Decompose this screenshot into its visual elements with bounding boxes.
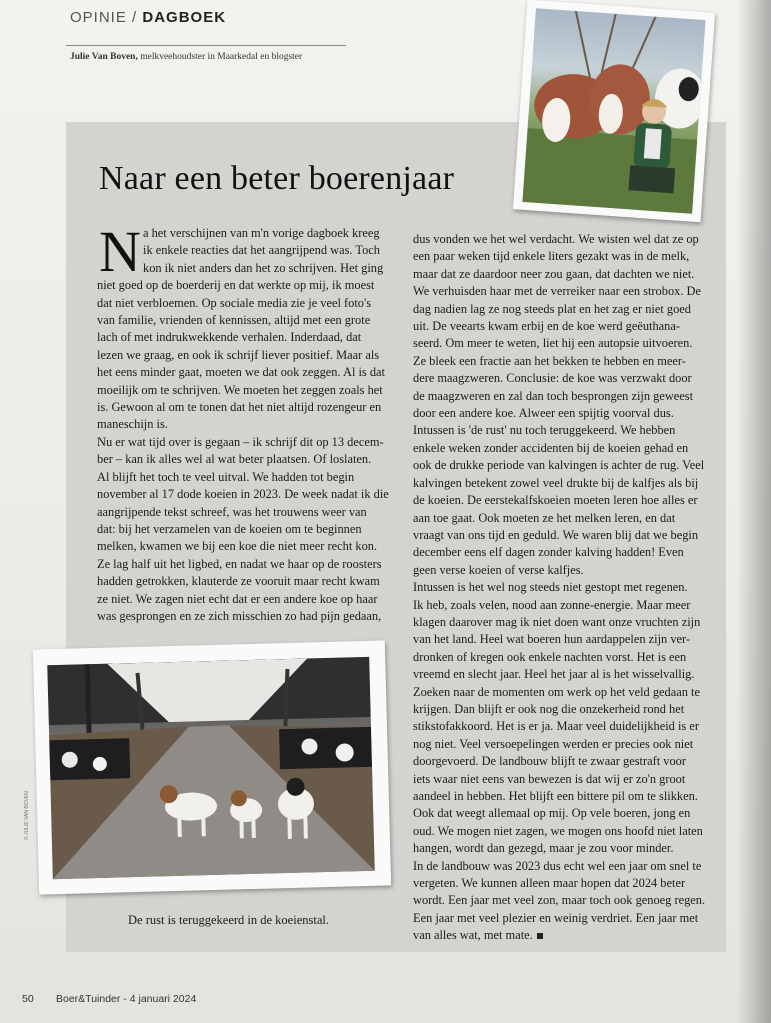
article-column-right bbox=[413, 231, 713, 945]
photo-caption: De rust is teruggekeerd in de koeienstal. bbox=[128, 913, 329, 927]
text-line-last bbox=[413, 927, 713, 944]
text-line: door een andere koe. Alweer een spijtig voorval dus. bbox=[413, 406, 674, 421]
text-line: Nu er wat tijd over is gegaan – ik schrijf dit op 13 decem- bbox=[97, 434, 384, 449]
text-line: vraagt van ons tijd en geduld. We waren blij dat we begin bbox=[413, 527, 699, 542]
text-line: dat: bij het verzamelen van de koeien om te beginnen bbox=[97, 521, 362, 536]
text-line: maar dat ze daardoor neer zou gaan, dat dachten we niet. bbox=[413, 266, 695, 281]
photo-credit: © JULIE VAN BOVEN bbox=[24, 791, 30, 840]
text-line: Zoeken naar de momenten om werk op het veld gedaan te bbox=[413, 684, 700, 699]
end-mark-icon bbox=[537, 933, 543, 939]
byline-role: melkveehoudster in Maarkedal en blogster bbox=[140, 52, 303, 62]
text-line: nog niet. Veel versoepelingen werden er precies ook niet bbox=[413, 736, 694, 751]
text-line: lach of met indrukwekkende verhalen. Inderdaad, dat bbox=[97, 330, 362, 345]
article-column-left bbox=[97, 219, 397, 625]
text-line: Ik heb, zoals velen, nood aan zonne-energie. Maar meer bbox=[413, 597, 691, 612]
text-line: seerd. Om meer te weten, liet hij een autopsie uitvoeren. bbox=[413, 336, 693, 351]
text-line: van het land. Heel wat boeren hun aardappelen zijn ver- bbox=[413, 632, 691, 647]
text-line: dag nadien lag ze nog steeds plat en het zag er niet goed bbox=[413, 301, 691, 316]
text-line: maneschijn is. bbox=[97, 417, 168, 432]
text-line: is. Gewoon al om te tonen dat het niet altijd rozengeur en bbox=[97, 400, 382, 415]
text-line: Al blijft het toch te veel uitval. We hadden tot begin bbox=[97, 469, 355, 484]
text-line: de koeien. De eerstekalfskoeien moeten leren hoe alles er bbox=[413, 493, 698, 508]
text-line: ze niet. We zagen niet echt dat er een andere koe op haar bbox=[97, 591, 378, 606]
text-line-last-content: van alles wat, met mate. bbox=[413, 928, 533, 943]
text-line: uit. De veearts kwam erbij en de koe werd geëuthana- bbox=[413, 319, 680, 334]
text-line: ber – kan ik alles wel al wat beter plaatsen. Of loslaten. bbox=[97, 452, 372, 467]
text-line: geen verse koeien of verse kalfjes. bbox=[413, 562, 584, 577]
text-line: niet goed op de boerderij en dat werkte op mij, ik moest bbox=[97, 278, 375, 293]
section-label-light: OPINIE / bbox=[70, 9, 138, 26]
text-line: enkele weken zonder accidenten bij de koeien gehad en bbox=[413, 440, 689, 455]
text-line: Intussen is het wel nog steeds niet gestopt met regenen. bbox=[413, 580, 688, 595]
section-label bbox=[70, 9, 226, 26]
text-line: Ze lag half uit het ligbed, en nadat we haar op de roosters bbox=[97, 556, 382, 571]
photo-dogs-barn-image bbox=[47, 657, 374, 879]
text-line: hangen, wordt dan gezegd, maar je zou voor minder. bbox=[413, 841, 674, 856]
text-line: moeilijk om te schrijven. We moeten het zeggen zoals het bbox=[97, 382, 383, 397]
text-line: We verhuisden haar met de verreiker naar een strobox. De bbox=[413, 284, 701, 299]
text-line: Ook dat weegt allemaal op mij. Op vele boeren, jong en bbox=[413, 806, 691, 821]
text-line: klagen daarover mag ik niet doen want onze vruchten zijn bbox=[413, 614, 701, 629]
text-line: november al 17 dode koeien in 2023. De week nadat ik die bbox=[97, 487, 389, 502]
text-line: In de landbouw was 2023 dus echt wel een jaar om snel te bbox=[413, 858, 702, 873]
text-line: Ze bleek een fractie aan het bekken te hebben en meer- bbox=[413, 353, 686, 368]
farmer-cows-illustration bbox=[522, 8, 705, 213]
text-line: het eens minder gaat, moeten we dat ook zeggen. Al is dat bbox=[97, 365, 385, 380]
text-line: melken, kwamen we bij een koe die niet meer recht kon. bbox=[97, 539, 378, 554]
text-line: vergeten. We kunnen alleen maar hopen dat 2024 beter bbox=[413, 876, 686, 891]
section-label-bold: DAGBOEK bbox=[142, 9, 227, 26]
text-line: aan toe gaat. Ook moeten ze het melken leren, en dat bbox=[413, 510, 676, 525]
text-line: iets waar niet eens van bewezen is dat wij er zo'n groot bbox=[413, 771, 686, 786]
text-line: vreemd en slecht jaar. Heel het jaar al is het wisselvallig. bbox=[413, 667, 695, 682]
text-line: aangrijpende tekst schreef, was het trouwens weer van bbox=[97, 504, 367, 519]
page-fold-shadow bbox=[737, 0, 771, 1023]
photo-dogs-barn bbox=[33, 640, 391, 894]
text-line: dronken of kregen ook enkele nachten vorst. Het is een bbox=[413, 649, 687, 664]
text-line: lezen we graag, en ook ik schrijf liever positief. Maar als bbox=[97, 347, 380, 362]
page-number: 50 bbox=[22, 993, 34, 1005]
article-headline: Naar een beter boerenjaar bbox=[99, 160, 455, 197]
text-line: oud. We mogen niet zagen, we mogen ons hoofd niet laten bbox=[413, 823, 703, 838]
section-divider bbox=[66, 45, 346, 46]
text-line: ook de drukke periode van kalvingen is achter de rug. Veel bbox=[413, 458, 705, 473]
text-line: was gesprongen en ze zich misschien zo had pijn gedaan, bbox=[97, 608, 382, 623]
text-line: van familie, vrienden of kennissen, altijd met een grote bbox=[97, 313, 371, 328]
text-line: doorgevoerd. De landbouw blijft te zwaar gestraft voor bbox=[413, 754, 686, 769]
byline bbox=[70, 52, 302, 62]
byline-author: Julie Van Boven, bbox=[70, 52, 138, 62]
text-line: krijgen. Dan blijft er ook nog die onzekerheid rond het bbox=[413, 701, 685, 716]
text-line: een paar weken tijd enkele liters gezakt was in de melk, bbox=[413, 249, 690, 264]
text-line: december eens elf dagen zonder kalving hadden! Even bbox=[413, 545, 684, 560]
text-line: dere maagzweren. Conclusie: de koe was verzwakt door bbox=[413, 371, 692, 386]
text-line: kalvingen betekent zowel veel drukte bij de kalfjes als bij bbox=[413, 475, 699, 490]
text-line: hadden getrokken, klauterde ze vooruit maar recht kwam bbox=[97, 574, 380, 589]
drop-cap: N bbox=[99, 219, 141, 284]
photo-farmer-cows-image bbox=[522, 8, 705, 213]
text-line: ik enkele reacties dat het aangrijpend was. Toch bbox=[143, 243, 380, 258]
text-line: stikstofakkoord. Het is er ja. Maar veel duidelijkheid is er bbox=[413, 719, 699, 734]
text-line: aandeel in hebben. Het blijft een bittere pil om te slikken. bbox=[413, 789, 698, 803]
text-line: dat niet verbloemen. Op sociale media zie je veel foto's bbox=[97, 295, 372, 310]
text-line: Intussen is 'de rust' nu toch teruggekeerd. We hebben bbox=[413, 423, 676, 438]
text-line: a het verschijnen van m'n vorige dagboek kreeg bbox=[143, 226, 380, 240]
text-line: kon ik niet anders dan het zo schrijven. Het ging bbox=[143, 260, 384, 275]
text-line: Een jaar met veel plezier en weinig verdriet. Een jaar met bbox=[413, 910, 699, 925]
text-line: dus vonden we het wel verdacht. We wisten wel dat ze op bbox=[413, 232, 699, 246]
photo-farmer-cows bbox=[513, 0, 715, 222]
dogs-barn-illustration bbox=[47, 657, 374, 879]
text-line: de maagzweren en zal dan toch besprongen zijn geweest bbox=[413, 388, 694, 403]
text-line: wordt. Een jaar met veel zon, maar toch ook genoeg regen. bbox=[413, 893, 706, 908]
publication-line: Boer&Tuinder - 4 januari 2024 bbox=[56, 993, 197, 1005]
